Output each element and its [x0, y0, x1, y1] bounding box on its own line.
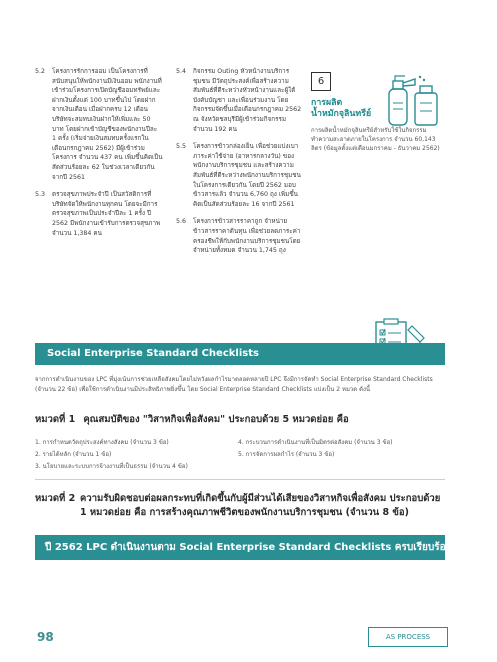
category-1-title: คุณสมบัติของ "วิสาหกิจเพื่อสังคม" ประกอบด้วย 5 หมวดย่อย คือ [83, 414, 349, 425]
item-text: โครงการข้าวสารราคาถูก จำหน่ายข้าวสารราคาต้นทุน เพื่อช่วยลดภาระค่าครองชีพให้กับพนักงานบริการชุมชนโดยจำหน่ายทั้งหมด จำนวน 1,745 ถุง [193, 218, 301, 255]
page-number: 98 [37, 630, 54, 644]
intro-paragraph: จากการดำเนินงานของ LPC ที่มุ่งเน้นการช่วยเหลือสังคมโดยไม่หวังผลกำไรมาตลอดหลายปี LPC จึงมีการจัดทำ Social Enterprise Standard Checklists (จำนวน 22 ข้อ) เพื่อใช้การดำเนินงานมีประสิทธิภาพยิ่งขึ้น โดย Social Enterprise Standard Checklists แบ่งเป็น 2 หมวด ดังนี้ [35, 376, 433, 393]
section-number-badge: 6 [311, 72, 331, 91]
list-item: 4. กระบวนการดำเนินงานที่เป็นมิตรต่อสังคม (จำนวน 3 ข้อ) [238, 439, 393, 446]
category-2-heading [35, 492, 447, 520]
list-item: 3. นโยบายและระบบการจ้างงานที่เป็นธรรม (จำนวน 4 ข้อ) [35, 463, 188, 470]
item-number: 5.4 [176, 68, 187, 75]
category-1-heading [35, 412, 349, 427]
category-1-label: หมวดที่ 1 [35, 414, 76, 425]
spray-bottle-icon [357, 71, 452, 131]
list-item [35, 190, 163, 238]
side-title-line2: น้ำหมักจุลินทรีย์ [311, 109, 372, 119]
side-description: การผลิตน้ำหมักจุลินทรีย์สำหรับใช้ในกิจกรรมทำความสะอาดภายในโครงการ จำนวน 60,143 ลิตร (ข้อมูลตั้งแต่เดือนมกราคม - ธันวาคม 2562) [311, 127, 440, 152]
item-text: โครงการข้าวกล่องเย็น เพื่อช่วยแบ่งเบาภาระค่าใช้จ่าย (อาหารกลางวัน) ของพนักงานบริการชุมชน และสร้างความสัมพันธ์ที่ดีระหว่างพนักงานบริการชุมชนในโครงการเดียวกัน โดยปี 2562 มอบข้าวสารแล้ว จำนวน 6,760 ถุง เพิ่มขึ้นคิดเป็นสัดส่วนร้อยละ 16 จากปี 2561 [193, 143, 301, 208]
list-item [35, 67, 163, 182]
item-text: ตรวจสุขภาพประจำปี เป็นสวัสดิการที่บริษัทจัดให้พนักงานทุกคน โดยจะมีการตรวจสุขภาพเป็นประจำปีละ 1 ครั้ง ปี 2562 มีพนักงานเข้ารับการตรวจสุขภาพ จำนวน 1,384 คน [52, 191, 161, 237]
left-column [35, 67, 163, 246]
list-item: 2. รายได้หลัก (จำนวน 1 ข้อ) [35, 451, 112, 458]
item-text: โครงการรักการออม เป็นโครงการที่สนับสนุนให้พนักงานมีเงินออม พนักงานที่เข้าร่วมโครงการเปิดบัญชีออมทรัพย์และฝากเงินตั้งแต่ 100 บาทขึ้นไป โดยฝากจากเงินเดือน เมื่อฝากครบ 12 เดือน บริษัทจะสมทบเงินฝากให้เพิ่มและ 50 บาท โดยฝากเข้าบัญชีของพนักงานปีละ 1 ครั้ง (เริ่มจ่ายเงินสมทบครั้งแรกในเดือนกรกฎาคม 2562) มีผู้เข้าร่วมโครงการ จำนวน 437 คน เพิ่มขึ้นคิดเป็นสัดส่วนร้อยละ 62 ในช่วงเวลาเดียวกัน จากปี 2561 [52, 68, 163, 181]
middle-column [176, 67, 304, 264]
list-item [176, 67, 304, 134]
list-item: 1. การกำหนดวัตถุประสงค์ทางสังคม (จำนวน 3 ข้อ) [35, 439, 169, 446]
item-number: 5.6 [176, 218, 187, 226]
item-number: 5.2 [35, 68, 46, 75]
list-item [176, 217, 304, 255]
side-title-line1: การผลิต [311, 98, 343, 108]
category-1-list-left [35, 437, 188, 473]
item-number: 5.5 [176, 143, 187, 151]
category-2-title: ความรับผิดชอบต่อผลกระทบที่เกิดขึ้นกับผู้มีส่วนได้เสียของวิสาหกิจเพื่อสังคม ประกอบด้วย 1 หมวดย่อย คือ การสร้างคุณภาพชีวิตของพนักงานบริการชุมชน (จำนวน 8 ข้อ) [80, 493, 441, 518]
item-number: 5.3 [35, 191, 46, 199]
list-item: 5. การจัดการผลกำไร (จำนวน 3 ข้อ) [238, 451, 335, 458]
category-1-list-right [238, 437, 393, 461]
banner-title: Social Enterprise Standard Checklists [47, 348, 259, 359]
category-2-label: หมวดที่ 2 [35, 493, 76, 504]
section-banner [35, 343, 445, 365]
list-item [176, 142, 304, 209]
item-text: กิจกรรม Outing หัวหน้างานบริการชุมชน มีวัตถุประสงค์เพื่อสร้างความสัมพันธ์ที่ดีระหว่างหัวหน้างานและผู้ใต้บังคับบัญชา และเพื่อนร่วมงาน โดยกิจกรรมจัดขึ้นเมื่อเดือนกรกฎาคม 2562 ณ จังหวัดชลบุรีมีผู้เข้าร่วมกิจกรรม จำนวน 192 คน [193, 68, 302, 133]
divider [35, 479, 445, 480]
section-tag: AS PROCESS [368, 627, 448, 647]
summary-banner: ปี 2562 LPC ดำเนินงานตาม Social Enterprise Standard Checklists ครบเรียบร้อยทั้ง 22 ข้อ [35, 535, 445, 560]
